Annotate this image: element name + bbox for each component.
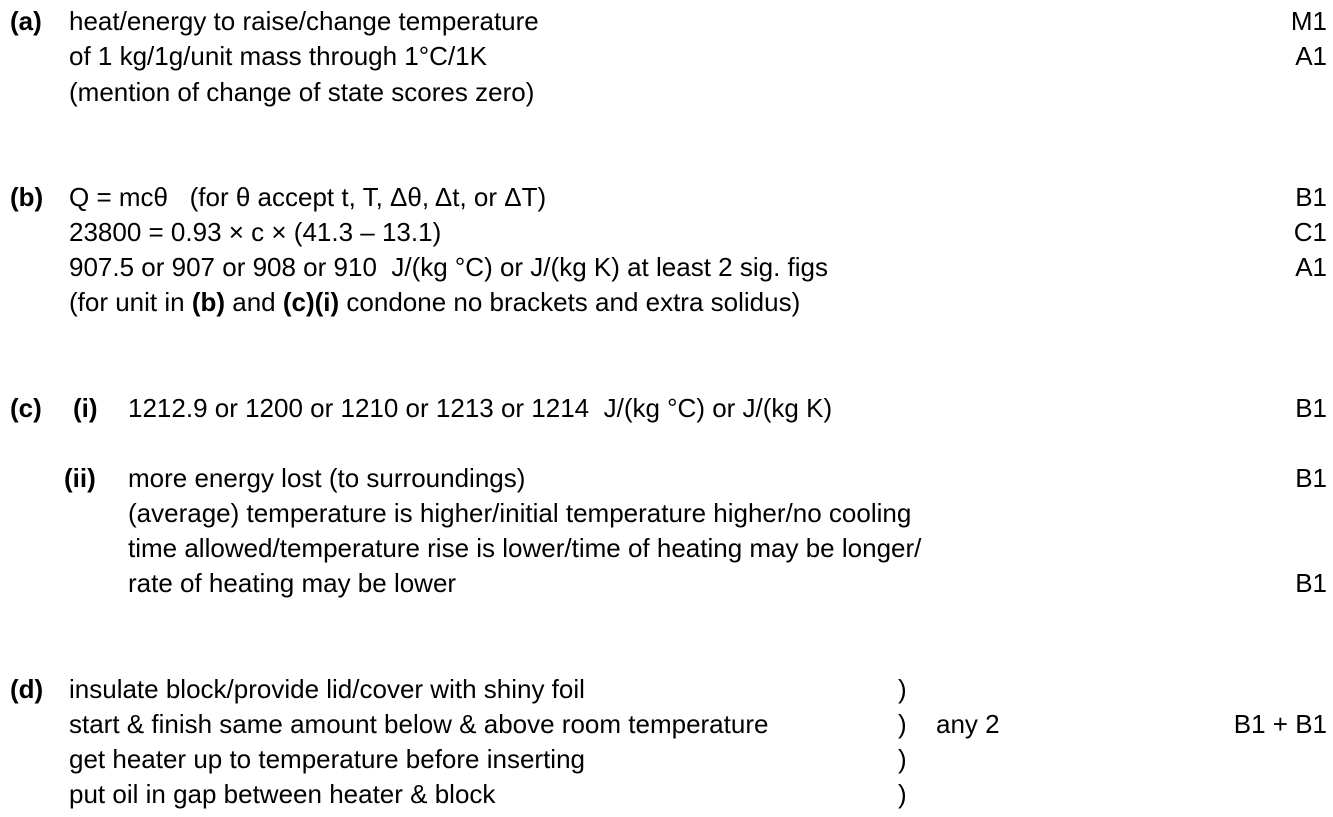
part-c-ii-mark-2: B1: [1295, 568, 1327, 598]
part-a-mark-2: A1: [1295, 41, 1327, 71]
part-c-i-mark: B1: [1295, 393, 1327, 423]
part-b-note-ref-ci: (c)(i): [282, 287, 340, 317]
part-b-note-text-3: condone no brackets and extra solidus): [339, 287, 801, 317]
part-d-bracket-4: ): [898, 779, 907, 809]
part-d-line-3: get heater up to temperature before inserting: [69, 744, 585, 774]
part-d-line-1: insulate block/provide lid/cover with shiny foil: [69, 674, 585, 704]
part-b-label: (b): [10, 182, 44, 212]
part-d-line-2: start & finish same amount below & above room temperature: [69, 709, 769, 739]
part-c-label: (c): [10, 393, 42, 423]
part-b-mark-1: B1: [1295, 182, 1327, 212]
part-b-note-text-1: (for unit in: [69, 287, 192, 317]
part-a-line-2: of 1 kg/1g/unit mass through 1°C/1K: [69, 41, 487, 71]
part-b-note: [69, 287, 800, 317]
part-c-ii-mark-1: B1: [1295, 463, 1327, 493]
part-c-ii-label: (ii): [64, 463, 96, 493]
part-b-mark-3: A1: [1295, 252, 1327, 282]
part-a-label: (a): [10, 6, 42, 36]
part-b-mark-2: C1: [1293, 217, 1327, 247]
part-d-bracket-2: ): [898, 709, 907, 739]
part-b-line-1: Q = mcθ (for θ accept t, T, Δθ, Δt, or ΔT): [69, 182, 547, 212]
part-d-label: (d): [10, 674, 44, 704]
part-c-ii-line-4: rate of heating may be lower: [128, 568, 457, 598]
part-b-line-2: 23800 = 0.93 × c × (41.3 – 13.1): [69, 217, 442, 247]
part-d-bracket-3: ): [898, 744, 907, 774]
part-d-bracket-1: ): [898, 674, 907, 704]
part-a-line-1: heat/energy to raise/change temperature: [69, 6, 539, 36]
part-b-line-3: 907.5 or 907 or 908 or 910 J/(kg °C) or J/(kg K) at least 2 sig. figs: [69, 252, 828, 282]
part-a-line-3: (mention of change of state scores zero): [69, 77, 535, 107]
part-c-ii-line-2: (average) temperature is higher/initial temperature higher/no cooling: [128, 498, 912, 528]
part-a-mark-1: M1: [1290, 6, 1327, 36]
part-b-note-ref-b: (b): [191, 287, 226, 317]
part-b-note-text-2: and: [225, 287, 283, 317]
part-c-i-label: (i): [73, 393, 98, 423]
part-c-ii-line-1: more energy lost (to surroundings): [128, 463, 526, 493]
part-d-any-note: any 2: [936, 709, 1000, 739]
part-d-line-4: put oil in gap between heater & block: [69, 779, 496, 809]
part-c-i-text: 1212.9 or 1200 or 1210 or 1213 or 1214 J/(kg °C) or J/(kg K): [128, 393, 833, 423]
part-c-ii-line-3: time allowed/temperature rise is lower/time of heating may be longer/: [128, 533, 922, 563]
part-d-mark: B1 + B1: [1233, 709, 1327, 739]
